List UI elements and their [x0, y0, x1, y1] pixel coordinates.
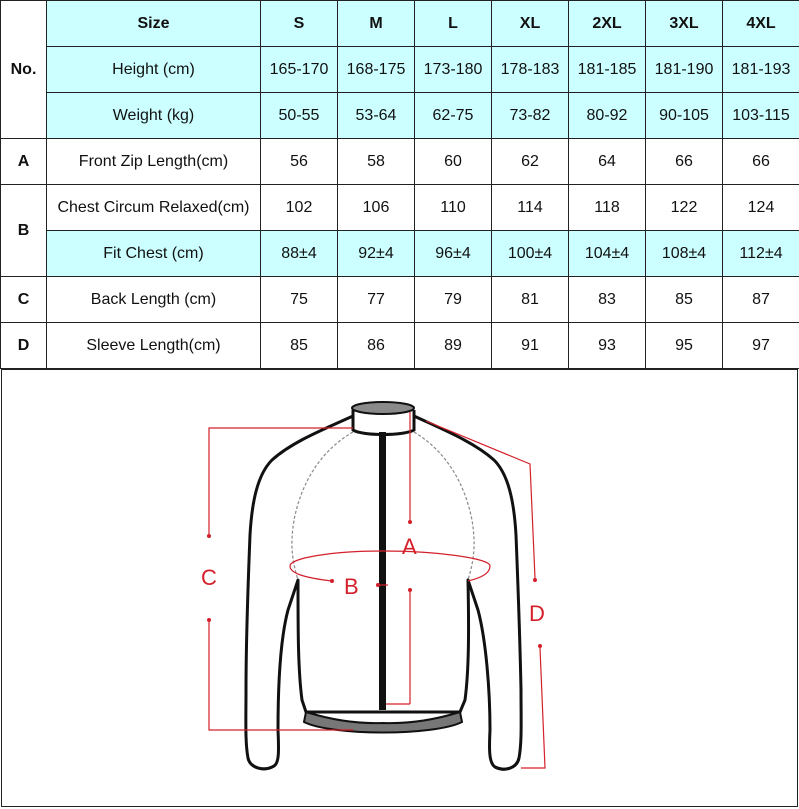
table-cell: 108±4 [646, 231, 723, 277]
table-cell: 85 [261, 323, 338, 369]
table-cell: 100±4 [492, 231, 569, 277]
table-row-front-zip [1, 139, 799, 185]
size-2xl-header: 2XL [569, 1, 646, 47]
measure-c-dot-top [207, 534, 211, 538]
measure-a-label: A [402, 534, 417, 559]
table-cell: 87 [723, 277, 799, 323]
table-cell: 90-105 [646, 93, 723, 139]
table-cell: 66 [646, 139, 723, 185]
table-cell: 112±4 [723, 231, 799, 277]
table-row-chest-relaxed [1, 185, 799, 231]
table-cell: 50-55 [261, 93, 338, 139]
size-4xl-header: 4XL [723, 1, 799, 47]
table-cell: 85 [646, 277, 723, 323]
table-cell: 122 [646, 185, 723, 231]
table-row-height [1, 47, 799, 93]
group-b-cell: B [1, 185, 47, 277]
table-cell: 60 [415, 139, 492, 185]
measure-b-dot [330, 579, 334, 583]
group-no-cell: No. [1, 1, 47, 139]
measure-c-label: C [201, 565, 217, 590]
table-cell: 53-64 [338, 93, 415, 139]
table-cell: 165-170 [261, 47, 338, 93]
table-cell: 83 [569, 277, 646, 323]
row-label-front-zip: Front Zip Length(cm) [47, 139, 261, 185]
table-row-weight [1, 93, 799, 139]
group-c-cell: C [1, 277, 47, 323]
measure-a-dot [408, 520, 412, 524]
measure-a-dot-lower [408, 588, 412, 592]
measure-c-dot-bottom [207, 618, 211, 622]
table-cell: 96±4 [415, 231, 492, 277]
group-d-cell: D [1, 323, 47, 369]
measure-d-line-bottom [521, 648, 545, 768]
table-cell: 64 [569, 139, 646, 185]
table-cell: 86 [338, 323, 415, 369]
size-l-header: L [415, 1, 492, 47]
table-cell: 181-185 [569, 47, 646, 93]
table-cell: 81 [492, 277, 569, 323]
table-cell: 110 [415, 185, 492, 231]
size-s-header: S [261, 1, 338, 47]
table-row-fit-chest [1, 231, 799, 277]
table-cell: 92±4 [338, 231, 415, 277]
table-cell: 62 [492, 139, 569, 185]
jacket-illustration [2, 370, 799, 807]
measure-d-dot-top [533, 578, 537, 582]
group-a-cell: A [1, 139, 47, 185]
measure-d-dot-bottom [538, 644, 542, 648]
table-cell: 102 [261, 185, 338, 231]
table-cell: 181-190 [646, 47, 723, 93]
size-m-header: M [338, 1, 415, 47]
table-cell: 91 [492, 323, 569, 369]
table-cell: 88±4 [261, 231, 338, 277]
row-label-fit-chest: Fit Chest (cm) [47, 231, 261, 277]
table-cell: 73-82 [492, 93, 569, 139]
row-label-weight: Weight (kg) [47, 93, 261, 139]
size-header-row [1, 1, 799, 47]
size-3xl-header: 3XL [646, 1, 723, 47]
table-cell: 173-180 [415, 47, 492, 93]
row-label-height: Height (cm) [47, 47, 261, 93]
table-cell: 104±4 [569, 231, 646, 277]
row-label-back-length: Back Length (cm) [47, 277, 261, 323]
size-xl-header: XL [492, 1, 569, 47]
size-chart-table [0, 0, 799, 369]
table-cell: 118 [569, 185, 646, 231]
table-cell: 66 [723, 139, 799, 185]
table-cell: 93 [569, 323, 646, 369]
table-cell: 181-193 [723, 47, 799, 93]
measure-d-label: D [529, 601, 545, 626]
table-row-back-length [1, 277, 799, 323]
table-cell: 168-175 [338, 47, 415, 93]
table-row-sleeve-length [1, 323, 799, 369]
collar-opening [352, 402, 414, 414]
table-cell: 89 [415, 323, 492, 369]
table-cell: 79 [415, 277, 492, 323]
table-cell: 77 [338, 277, 415, 323]
jacket-measurement-diagram [1, 368, 798, 807]
zipper [379, 432, 386, 710]
table-cell: 62-75 [415, 93, 492, 139]
table-cell: 114 [492, 185, 569, 231]
table-cell: 56 [261, 139, 338, 185]
table-cell: 106 [338, 185, 415, 231]
table-cell: 124 [723, 185, 799, 231]
table-cell: 80-92 [569, 93, 646, 139]
table-cell: 75 [261, 277, 338, 323]
table-cell: 178-183 [492, 47, 569, 93]
table-cell: 103-115 [723, 93, 799, 139]
row-label-sleeve-length: Sleeve Length(cm) [47, 323, 261, 369]
table-cell: 97 [723, 323, 799, 369]
size-header-label: Size [47, 1, 261, 47]
table-cell: 58 [338, 139, 415, 185]
row-label-chest-relaxed: Chest Circum Relaxed(cm) [47, 185, 261, 231]
table-cell: 95 [646, 323, 723, 369]
measure-b-label: B [344, 574, 359, 599]
